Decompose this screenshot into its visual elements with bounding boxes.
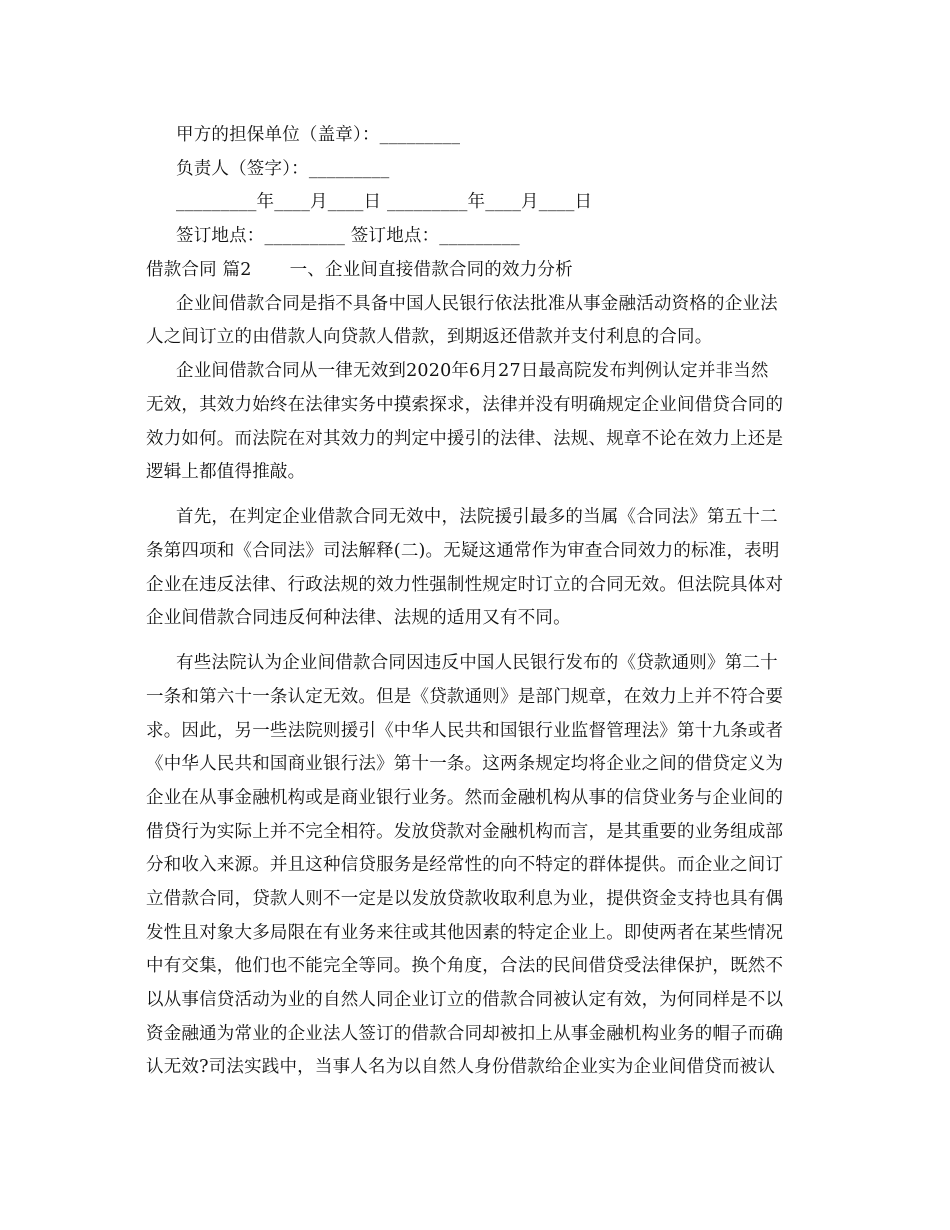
paragraph-4-line: 认无效?司法实践中，当事人名为以自然人身份借款给企业实为企业间借贷而被认 xyxy=(146,1057,776,1077)
guarantor-signature-line: 甲方的担保单位（盖章）：_________ xyxy=(176,125,461,145)
paragraph-3-line: 条第四项和《合同法》司法解释(二)。无疑这通常作为审查合同效力的标准，表明 xyxy=(146,541,780,561)
paragraph-3-line: 企业在违反法律、行政法规的效力性强制性规定时订立的合同无效。但法院具体对 xyxy=(146,575,784,595)
paragraph-4-line: 一条和第六十一条认定无效。但是《贷款通则》是部门规章，在效力上并不符合要 xyxy=(146,687,784,707)
paragraph-4-line: 资金融通为常业的企业法人签订的借款合同却被扣上从事金融机构业务的帽子而确 xyxy=(146,1024,784,1044)
paragraph-2-line: 无效，其效力始终在法律实务中摸索探求，法律并没有明确规定企业间借贷合同的 xyxy=(146,395,784,415)
paragraph-4-line: 《中华人民共和国商业银行法》第十一条。这两条规定均将企业之间的借贷定义为 xyxy=(146,754,784,774)
paragraph-1-line: 企业间借款合同是指不具备中国人民银行依法批准从事金融活动资格的企业法 xyxy=(176,294,778,314)
paragraph-1-line: 人之间订立的由借款人向贷款人借款，到期返还借款并支付利息的合同。 xyxy=(146,327,713,347)
section-title: 借款合同 篇2 xyxy=(146,260,252,280)
paragraph-4-line: 借贷行为实际上并不完全相符。发放贷款对金融机构而言，是其重要的业务组成部 xyxy=(146,822,784,842)
section-heading xyxy=(146,256,573,281)
section-subtitle: 一、企业间直接借款合同的效力分析 xyxy=(289,260,573,280)
paragraph-4-line: 立借款合同，贷款人则不一定是以发放贷款收取利息为业，提供资金支持也具有偶 xyxy=(146,889,784,909)
paragraph-4-line: 企业在从事金融机构或是商业银行业务。然而金融机构从事的信贷业务与企业间的 xyxy=(146,788,784,808)
paragraph-3-line: 企业间借款合同违反何种法律、法规的适用又有不同。 xyxy=(146,608,571,628)
paragraph-4-line: 以从事信贷活动为业的自然人同企业订立的借款合同被认定有效，为何同样是不以 xyxy=(146,990,784,1010)
signing-place-line: 签订地点：_________ 签订地点：_________ xyxy=(176,226,520,246)
date-line: _________年____月____日 _________年____月____日 xyxy=(176,192,593,212)
responsible-signature-line: 负责人（签字）：_________ xyxy=(176,159,390,179)
paragraph-4-line: 中有交集，他们也不能完全等同。换个角度，合法的民间借贷受法律保护，既然不 xyxy=(146,956,784,976)
paragraph-3-line: 首先，在判定企业借款合同无效中，法院援引最多的当属《合同法》第五十二 xyxy=(176,507,778,527)
paragraph-2-line: 企业间借款合同从一律无效到2020年6月27日最高院发布判例认定并非当然 xyxy=(176,361,769,381)
paragraph-4-line: 分和收入来源。并且这种信贷服务是经常性的向不特定的群体提供。而企业之间订 xyxy=(146,855,784,875)
paragraph-4-line: 发性且对象大多局限在有业务来往或其他因素的特定企业上。即使两者在某些情况 xyxy=(146,923,784,943)
paragraph-2-line: 逻辑上都值得推敲。 xyxy=(146,462,306,482)
paragraph-4-line: 有些法院认为企业间借款合同因违反中国人民银行发布的《贷款通则》第二十 xyxy=(176,653,778,673)
paragraph-2-line: 效力如何。而法院在对其效力的判定中援引的法律、法规、规章不论在效力上还是 xyxy=(146,429,784,449)
paragraph-4-line: 求。因此，另一些法院则援引《中华人民共和国银行业监督管理法》第十九条或者 xyxy=(146,721,784,741)
